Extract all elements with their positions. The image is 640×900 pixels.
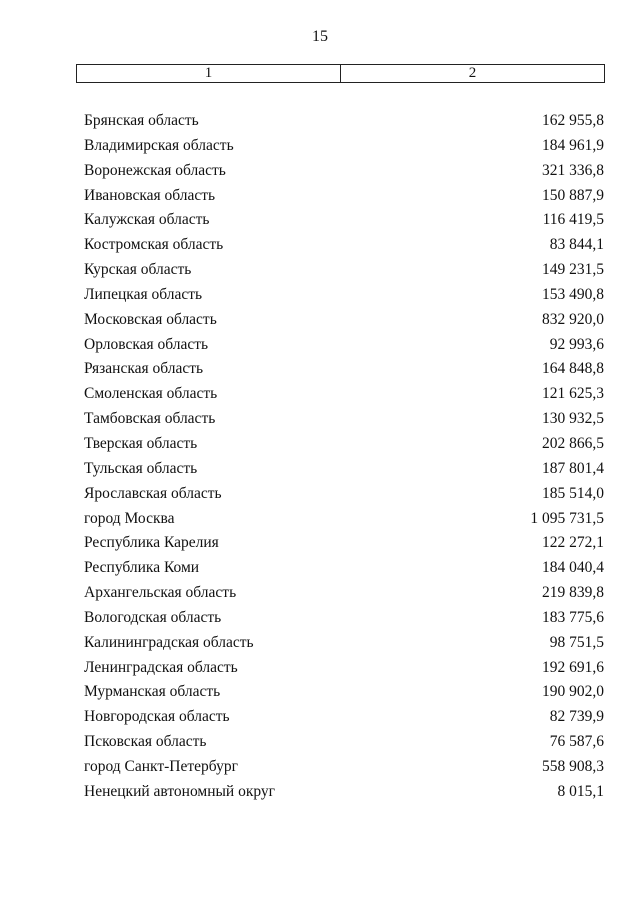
region-name: город Москва xyxy=(84,509,175,527)
region-name: Новгородская область xyxy=(84,708,230,726)
region-name: Республика Коми xyxy=(84,559,200,577)
region-value: 92 993,6 xyxy=(549,335,604,353)
table-row xyxy=(84,556,604,581)
region-value: 219 839,8 xyxy=(542,584,604,602)
region-name: Костромская область xyxy=(84,236,224,254)
region-name: Тверская область xyxy=(84,434,198,452)
region-value: 1 095 731,5 xyxy=(530,509,604,527)
region-name: Владимирская область xyxy=(84,136,234,154)
table-row xyxy=(84,258,604,283)
table-row xyxy=(84,333,604,358)
table-row xyxy=(84,159,604,184)
region-value: 130 932,5 xyxy=(542,410,604,428)
table-row xyxy=(84,208,604,233)
region-value: 162 955,8 xyxy=(542,112,604,129)
region-value: 190 902,0 xyxy=(542,683,604,701)
table-row xyxy=(84,507,604,532)
region-name: Ленинградская область xyxy=(84,658,238,676)
column-header-2: 2 xyxy=(468,65,477,81)
table-row xyxy=(84,308,604,333)
region-value: 185 514,0 xyxy=(542,484,604,502)
table-row xyxy=(84,184,604,209)
table-row xyxy=(84,631,604,656)
table-row xyxy=(84,780,604,805)
region-value: 149 231,5 xyxy=(542,261,604,279)
region-value: 558 908,3 xyxy=(542,757,604,775)
region-value: 82 739,9 xyxy=(549,708,604,726)
region-name: Архангельская область xyxy=(84,584,237,602)
region-value: 192 691,6 xyxy=(542,658,604,676)
region-value: 164 848,8 xyxy=(542,360,604,378)
region-name: Тульская область xyxy=(84,459,198,477)
region-name: Курская область xyxy=(84,261,192,279)
region-name: Воронежская область xyxy=(84,161,226,179)
region-name: Брянская область xyxy=(84,112,199,129)
region-value: 150 887,9 xyxy=(542,186,604,204)
table-row xyxy=(84,680,604,705)
region-table xyxy=(84,109,604,805)
region-value: 8 015,1 xyxy=(557,782,604,800)
table-row xyxy=(84,233,604,258)
region-value: 832 920,0 xyxy=(542,310,604,328)
region-value: 187 801,4 xyxy=(542,459,604,477)
region-name: Калужская область xyxy=(84,211,210,229)
region-name: город Санкт-Петербург xyxy=(84,757,238,775)
region-name: Псковская область xyxy=(84,733,207,751)
column-header-1: 1 xyxy=(77,65,341,82)
region-value: 321 336,8 xyxy=(542,161,604,179)
table-row xyxy=(84,606,604,631)
region-name: Орловская область xyxy=(84,335,209,353)
region-value: 183 775,6 xyxy=(542,608,604,626)
table-header xyxy=(76,64,605,83)
table-row xyxy=(84,407,604,432)
table-row xyxy=(84,109,604,134)
table-row xyxy=(84,482,604,507)
table-row xyxy=(84,357,604,382)
region-name: Ярославская область xyxy=(84,484,222,502)
page-number: 15 xyxy=(312,28,328,45)
region-name: Московская область xyxy=(84,310,217,328)
region-value: 83 844,1 xyxy=(549,236,604,254)
region-name: Калининградская область xyxy=(84,633,254,651)
region-name: Ивановская область xyxy=(84,186,216,204)
region-name: Вологодская область xyxy=(84,608,222,626)
table-row xyxy=(84,730,604,755)
table-row xyxy=(84,457,604,482)
region-value: 202 866,5 xyxy=(542,434,604,452)
region-value: 76 587,6 xyxy=(549,733,604,751)
table-row xyxy=(84,432,604,457)
table-row xyxy=(84,531,604,556)
region-value: 184 961,9 xyxy=(542,136,604,154)
table-row xyxy=(84,755,604,780)
table-row xyxy=(84,134,604,159)
table-row xyxy=(84,581,604,606)
region-value: 116 419,5 xyxy=(542,211,604,229)
table-row xyxy=(84,656,604,681)
region-name: Мурманская область xyxy=(84,683,221,701)
region-name: Рязанская область xyxy=(84,360,204,378)
region-name: Ненецкий автономный округ xyxy=(84,782,276,800)
table-row xyxy=(84,705,604,730)
table-row xyxy=(84,382,604,407)
region-value: 184 040,4 xyxy=(542,559,604,577)
region-name: Липецкая область xyxy=(84,285,203,303)
region-value: 98 751,5 xyxy=(549,633,604,651)
region-name: Смоленская область xyxy=(84,385,218,403)
region-value: 122 272,1 xyxy=(542,534,604,552)
table-row xyxy=(84,283,604,308)
region-value: 121 625,3 xyxy=(542,385,604,403)
region-name: Республика Карелия xyxy=(84,534,219,552)
region-value: 153 490,8 xyxy=(542,285,604,303)
region-name: Тамбовская область xyxy=(84,410,216,428)
